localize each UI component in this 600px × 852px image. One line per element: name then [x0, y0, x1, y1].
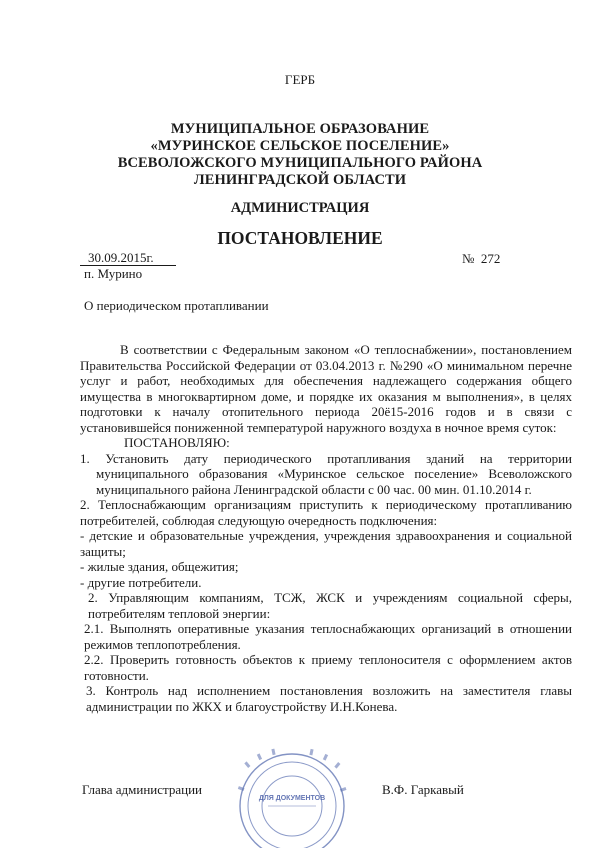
- item-2-1: 2.1. Выполнять оперативные указания теплоснабжающих организаций в отношении режимов теплопотребления.: [84, 621, 572, 652]
- item-3: 3. Контроль над исполнением постановления возложить на заместителя главы администрации по ЖКХ и благоустройству И.Н.Конева.: [86, 683, 572, 714]
- org-line: МУНИЦИПАЛЬНОЕ ОБРАЗОВАНИЕ: [170, 121, 430, 137]
- org-line: ВСЕВОЛОЖСКОГО МУНИЦИПАЛЬНОГО РАЙОНА: [117, 155, 483, 171]
- bullet-item: - детские и образовательные учреждения, учреждения здравоохранения и социальной защиты;: [80, 528, 572, 559]
- signatory-name: В.Ф. Гаркавый: [382, 782, 464, 797]
- bullet-item: - жилые здания, общежития;: [80, 559, 239, 574]
- resolve-line: ПОСТАНОВЛЯЮ:: [124, 435, 230, 450]
- document-body: [80, 342, 572, 714]
- item-2: 2. Теплоснабжающим организациям приступить к периодическому протапливанию потребителей, соблюдая следующую очередность подключения:: [80, 497, 572, 528]
- bullet-item: - другие потребители.: [80, 574, 202, 590]
- document-date: [80, 251, 176, 266]
- document-subject: О периодическом протапливании: [84, 298, 269, 313]
- signatory-position: Глава администрации: [82, 782, 203, 797]
- document-place: п. Мурино: [84, 266, 143, 281]
- organization-name: [0, 121, 600, 189]
- stamp-icon: [232, 746, 352, 848]
- date-value: 30.09.2015г.: [88, 250, 154, 265]
- official-stamp: [232, 746, 352, 852]
- number-label: №: [462, 251, 475, 266]
- document-number: [462, 251, 500, 267]
- org-line: «МУРИНСКОЕ СЕЛЬСКОЕ ПОСЕЛЕНИЕ»: [150, 138, 450, 154]
- number-value: 272: [480, 251, 501, 266]
- administration-heading: АДМИНИСТРАЦИЯ: [230, 200, 370, 216]
- document-type-heading: ПОСТАНОВЛЕНИЕ: [217, 228, 383, 248]
- preamble-paragraph: В соответствии с Федеральным законом «О теплоснабжении», постановлением Правительства Российской Федерации от 03.04.2013 г. №290 «О минимальном перечне услуг и работ, необходимых для обеспечения надлежащего содержания общего имущества в многоквартирном доме, и порядке их оказания м выполнения», в целях подготовки к началу отопительного периода 20ё15-2016 годов и в связи с установившейся пониженной температурой наружного воздуха в ночное время суток:: [80, 342, 572, 435]
- emblem-placeholder: ГЕРБ: [284, 72, 316, 87]
- item-2b: 2. Управляющим компаниям, ТСЖ, ЖСК и учреждениям социальной сферы, потребителям тепловой энергии:: [88, 590, 572, 621]
- org-line: ЛЕНИНГРАДСКОЙ ОБЛАСТИ: [193, 172, 407, 188]
- stamp-line: ДЛЯ ДОКУМЕНТОВ: [258, 795, 326, 802]
- item-2-2: 2.2. Проверить готовность объектов к приему теплоносителя с оформлением актов готовности.: [84, 652, 572, 683]
- item-1: 1. Установить дату периодического протапливания зданий на территории муниципального образования «Муринское сельское поселение» Всеволожского муниципального района Ленинградской области с 00 час. 00 мин. 01.10.2014 г.: [80, 450, 572, 497]
